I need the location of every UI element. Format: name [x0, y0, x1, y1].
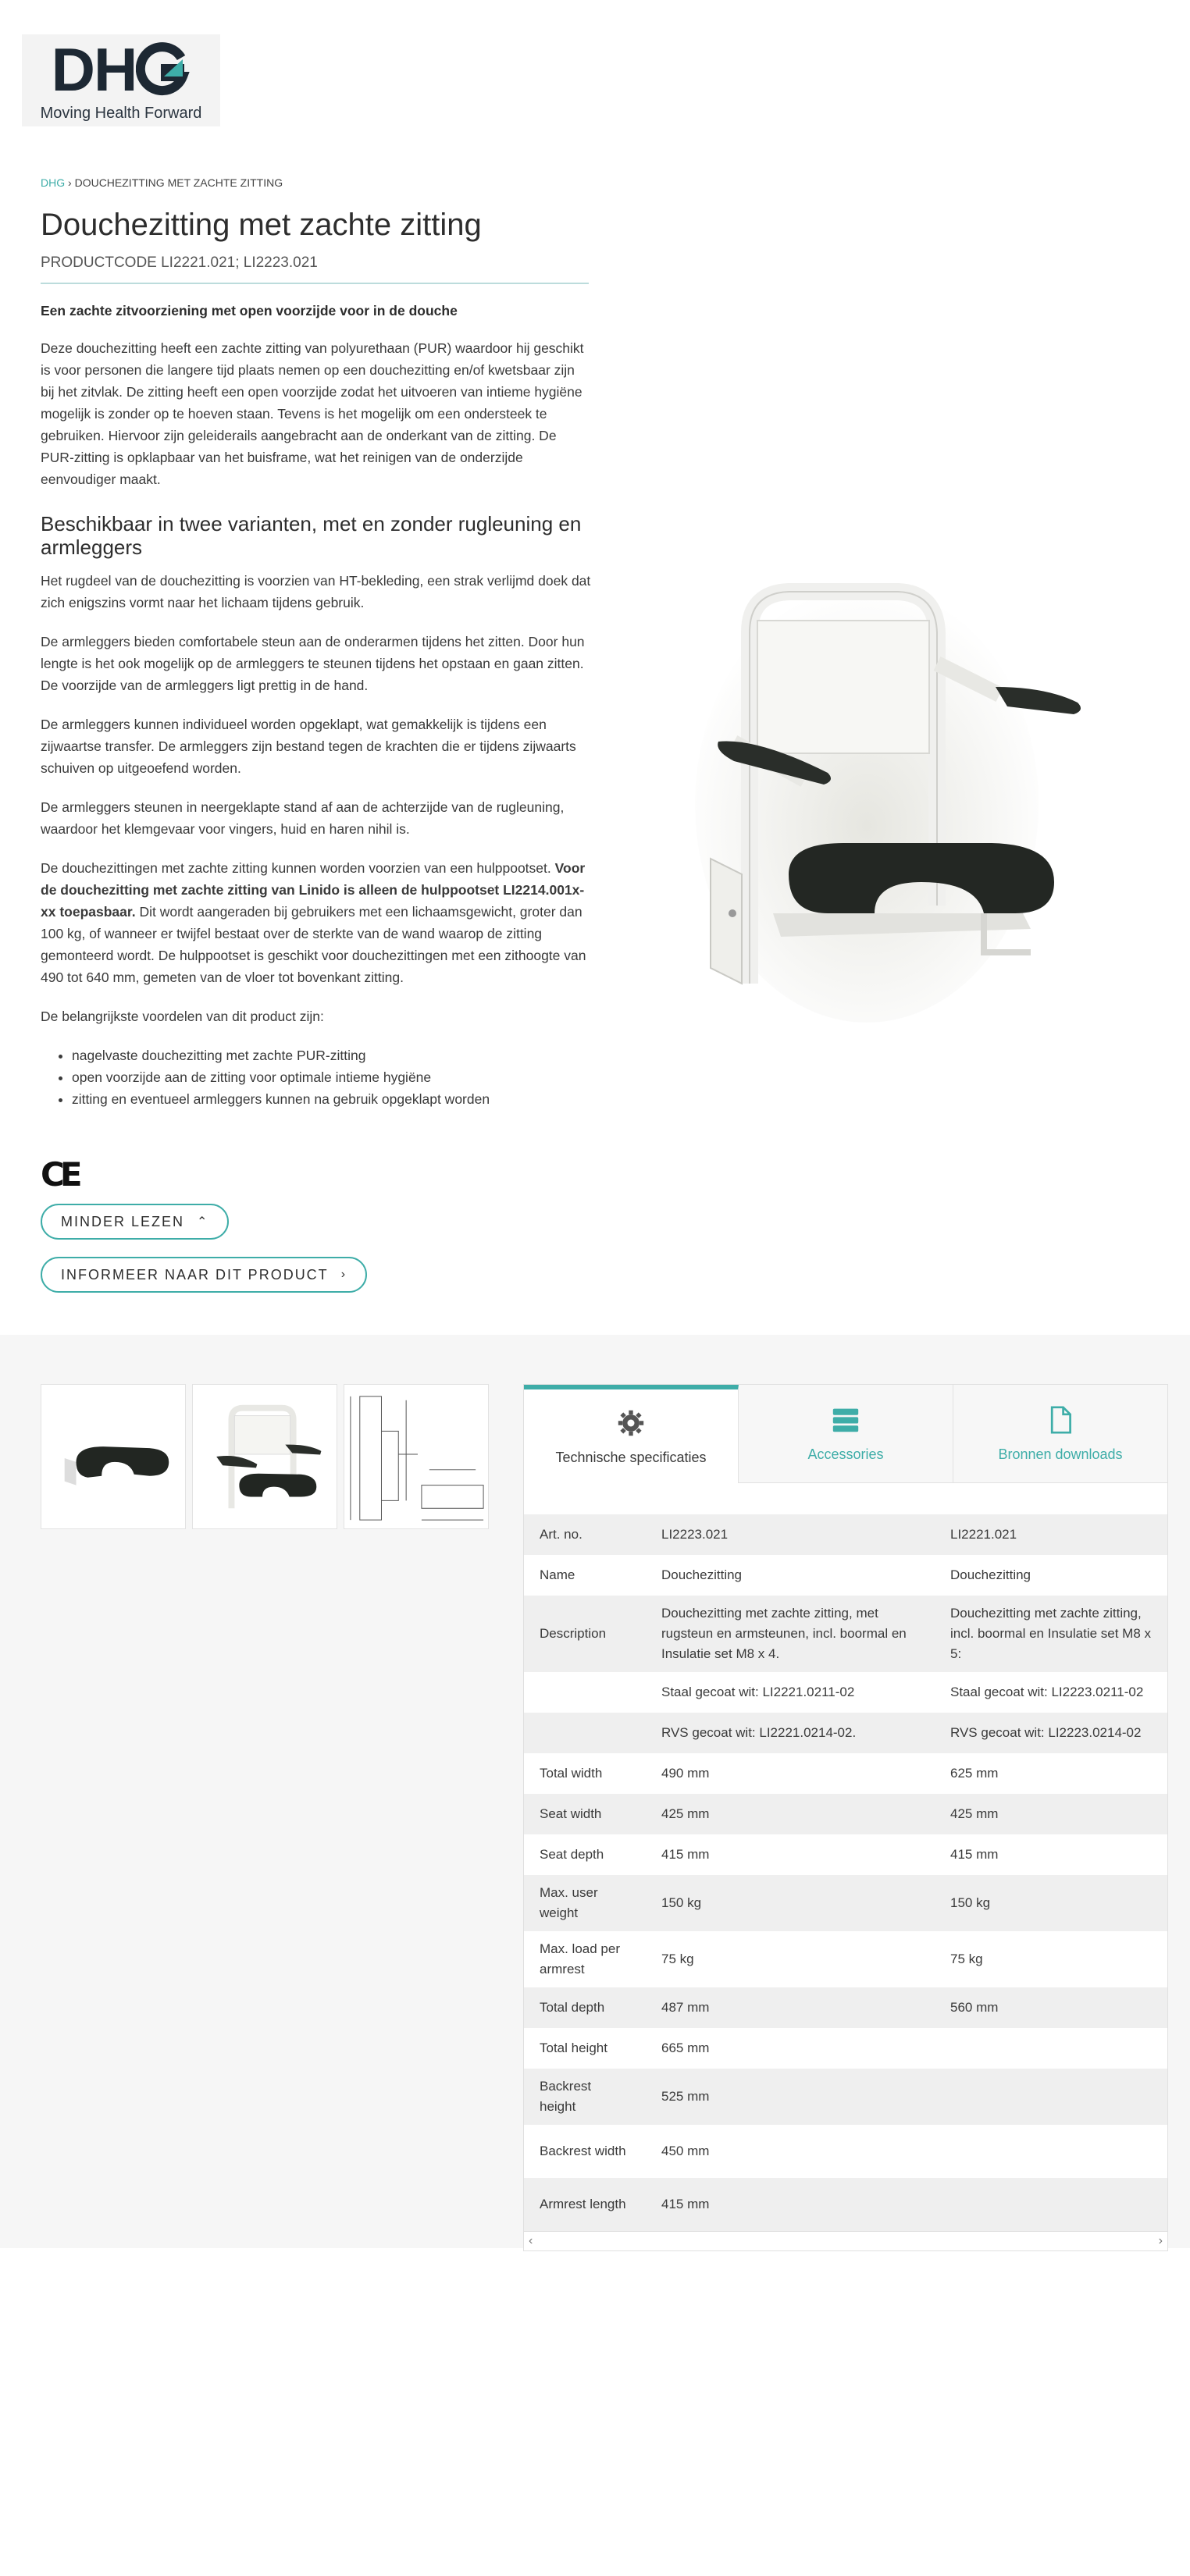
spec-value: 415 mm — [935, 1834, 1167, 1875]
tab-downloads[interactable] — [953, 1385, 1167, 1483]
variants-heading: Beschikbaar in twee varianten, met en zonder rugleuning en armleggers — [41, 512, 582, 559]
spec-value: RVS gecoat wit: LI2221.0214-02. — [646, 1713, 935, 1753]
spec-label: Seat width — [524, 1794, 646, 1834]
spec-label: Max. user weight — [524, 1875, 646, 1931]
paragraph-benefits: De belangrijkste voordelen van dit product zijn: — [41, 1009, 324, 1024]
spec-value — [935, 2069, 1167, 2125]
spec-label: Total depth — [524, 1987, 646, 2028]
document-icon — [1046, 1404, 1074, 1436]
spec-label: Art. no. — [524, 1514, 646, 1555]
breadcrumb-separator: › — [68, 176, 72, 189]
list-item: • open voorzijde aan de zitting voor optimale intieme hygiëne — [72, 1066, 592, 1088]
table-row — [524, 1931, 1167, 1987]
horizontal-scrollbar[interactable] — [524, 2231, 1167, 2250]
spec-value: Douchezitting — [646, 1555, 935, 1596]
spec-value: 450 mm — [646, 2125, 935, 2178]
spec-label: Max. load per armrest — [524, 1931, 646, 1987]
thumbnail-technical-drawing[interactable] — [344, 1384, 489, 1529]
spec-value: 150 kg — [646, 1875, 935, 1931]
legset-text-bold: Voor de douchezitting met zachte zitting van Linido is alleen de hulppootset LI2214.001x-xx toepasbaar. — [41, 860, 586, 920]
table-row — [524, 1713, 1167, 1753]
table-row — [524, 1555, 1167, 1596]
paragraph-safety: De armleggers steunen in neergeklapte stand af aan de achterzijde van de rugleuning, waardoor het klemgevaar voor vingers, huid en haren nihil is. — [41, 799, 565, 837]
spec-label: Backrest height — [524, 2069, 646, 2125]
gear-icon — [617, 1407, 645, 1439]
table-row — [524, 1834, 1167, 1875]
spec-value: 415 mm — [646, 2178, 935, 2231]
logo-g-icon — [136, 42, 191, 97]
spec-value — [935, 2028, 1167, 2069]
tab-technical-specs[interactable] — [524, 1385, 739, 1483]
tab-label: Technische specificaties — [555, 1449, 707, 1465]
table-row — [524, 2125, 1167, 2178]
lead-text: Een zachte zitvoorziening met open voorzijde voor in de douche — [41, 303, 458, 318]
spec-label: Backrest width — [524, 2125, 646, 2178]
spec-table — [524, 1514, 1167, 2231]
spec-value: 75 kg — [935, 1931, 1167, 1987]
product-tabs-panel — [523, 1384, 1168, 2251]
tab-label: Bronnen downloads — [998, 1446, 1123, 1462]
spec-label: Armrest length — [524, 2178, 646, 2231]
chevron-up-icon: ⌃ — [197, 1215, 209, 1229]
list-item: • zitting en eventueel armleggers kunnen na gebruik opgeklapt worden — [72, 1088, 592, 1110]
table-row — [524, 1987, 1167, 2028]
ce-mark: CE — [41, 1155, 78, 1194]
spec-value: LI2223.021 — [646, 1514, 935, 1555]
spec-label — [524, 1672, 646, 1713]
paragraph-armrests: De armleggers bieden comfortabele steun aan de onderarmen tijdens het zitten. Door hun lengte is het ook mogelijk op de armleggers te steunen tijdens het opstaan en gaan zitten. De voorzijde van de armleggers ligt prettig in de hand. — [41, 634, 585, 693]
legset-text-a: De douchezittingen met zachte zitting kunnen worden voorzien van een hulppootset. — [41, 860, 555, 876]
server-stack-icon — [832, 1404, 860, 1436]
read-less-button[interactable] — [41, 1204, 229, 1240]
page-title: Douchezitting met zachte zitting — [41, 208, 482, 242]
inform-product-button[interactable] — [41, 1257, 367, 1293]
spec-value: 415 mm — [646, 1834, 935, 1875]
spec-value: RVS gecoat wit: LI2223.0214-02 — [935, 1713, 1167, 1753]
benefits-list — [41, 1044, 592, 1110]
spec-value: 665 mm — [646, 2028, 935, 2069]
paragraph-fold: De armleggers kunnen individueel worden opgeklapt, wat gemakkelijk is tijdens een zijwaartse transfer. De armleggers zijn bestand tegen de krachten die er tijdens zijwaarts schuiven op uitgeoefend worden. — [41, 717, 576, 776]
spec-value: 487 mm — [646, 1987, 935, 2028]
scroll-left-icon[interactable]: ‹ — [529, 2234, 533, 2247]
spec-value: 560 mm — [935, 1987, 1167, 2028]
table-row — [524, 2178, 1167, 2231]
tab-accessories[interactable] — [739, 1385, 953, 1483]
thumbnail-seat[interactable] — [41, 1384, 186, 1529]
logo-wordmark — [51, 34, 191, 104]
paragraph-backrest: Het rugdeel van de douchezitting is voorzien van HT-bekleding, een strak verlijmd doek dat zich enigszins vormt naar het lichaam tijdens gebruik. — [41, 573, 591, 610]
spec-value: LI2221.021 — [935, 1514, 1167, 1555]
breadcrumb-home-link[interactable]: DHG — [41, 176, 66, 189]
table-row — [524, 1794, 1167, 1834]
title-divider — [41, 283, 589, 284]
spec-value: Douchezitting met zachte zitting, met rugsteun en armsteunen, incl. boormal en Insulatie set M8 x 4. — [646, 1596, 935, 1672]
spec-value: 490 mm — [646, 1753, 935, 1794]
spec-value: 525 mm — [646, 2069, 935, 2125]
breadcrumb-current: DOUCHEZITTING MET ZACHTE ZITTING — [74, 176, 283, 189]
spec-value: 150 kg — [935, 1875, 1167, 1931]
product-image — [687, 546, 1101, 1023]
breadcrumb — [41, 176, 283, 189]
legset-text-c: Dit wordt aangeraden bij gebruikers met een lichaamsgewicht, groter dan 100 kg, of wanneer er twijfel bestaat over de sterkte van de wand waarop de zitting gemonteerd wordt. De hulppootset is geschikt voor douchezittingen met een zithoogte van 490 tot 640 mm, gemeten van de vloer tot bovenkant zitting. — [41, 904, 586, 985]
table-row — [524, 1672, 1167, 1713]
spec-value: 425 mm — [646, 1794, 935, 1834]
spec-value: Douchezitting met zachte zitting, incl. boormal en Insulatie set M8 x 5: — [935, 1596, 1167, 1672]
scroll-right-icon[interactable]: › — [1158, 2234, 1163, 2247]
read-less-label: MINDER LEZEN — [61, 1213, 185, 1229]
tab-label: Accessories — [807, 1446, 884, 1462]
product-description — [41, 300, 592, 1110]
table-row — [524, 1596, 1167, 1672]
table-row — [524, 2069, 1167, 2125]
product-code: PRODUCTCODE LI2221.021; LI2223.021 — [41, 254, 318, 271]
spec-label: Seat depth — [524, 1834, 646, 1875]
spec-label — [524, 1713, 646, 1753]
table-row — [524, 1875, 1167, 1931]
spec-label: Description — [524, 1596, 646, 1672]
paragraph-legset — [41, 857, 592, 988]
chevron-right-icon: › — [340, 1268, 347, 1281]
table-row — [524, 2028, 1167, 2069]
spec-value: Staal gecoat wit: LI2223.0211-02 — [935, 1672, 1167, 1713]
inform-product-label: INFORMEER NAAR DIT PRODUCT — [61, 1266, 329, 1283]
spec-value — [935, 2125, 1167, 2178]
dhg-logo[interactable] — [22, 34, 220, 126]
paragraph-intro: Deze douchezitting heeft een zachte zitting van polyurethaan (PUR) waardoor hij geschikt is voor personen die langere tijd plaats nemen op een douchezitting en/of kwetsbaar zijn bij het zitvlak. De zitting heeft een open voorzijde zodat het uitvoeren van intieme hygiëne mogelijk is zonder op te hoeven staan. Tevens is het mogelijk om een ondersteek te gebruiken. Hiervoor zijn geleiderails aangebracht aan de onderkant van de zitting. De PUR-zitting is opklapbaar van het buisframe, wat het reinigen van de onderzijde eenvoudiger maakt. — [41, 340, 584, 487]
logo-tagline: Moving Health Forward — [40, 104, 202, 122]
list-item: • nagelvaste douchezitting met zachte PUR-zitting — [72, 1044, 592, 1066]
spec-value: Douchezitting — [935, 1555, 1167, 1596]
spec-value: 625 mm — [935, 1753, 1167, 1794]
logo-letters: DH — [51, 34, 137, 104]
spec-value: 425 mm — [935, 1794, 1167, 1834]
spec-label: Total width — [524, 1753, 646, 1794]
table-row — [524, 1514, 1167, 1555]
thumbnail-seat-backrest[interactable] — [192, 1384, 337, 1529]
spec-value: 75 kg — [646, 1931, 935, 1987]
spec-label: Total height — [524, 2028, 646, 2069]
spec-value — [935, 2178, 1167, 2231]
spec-value: Staal gecoat wit: LI2221.0211-02 — [646, 1672, 935, 1713]
tab-bar — [524, 1385, 1167, 1483]
spec-label: Name — [524, 1555, 646, 1596]
table-row — [524, 1753, 1167, 1794]
